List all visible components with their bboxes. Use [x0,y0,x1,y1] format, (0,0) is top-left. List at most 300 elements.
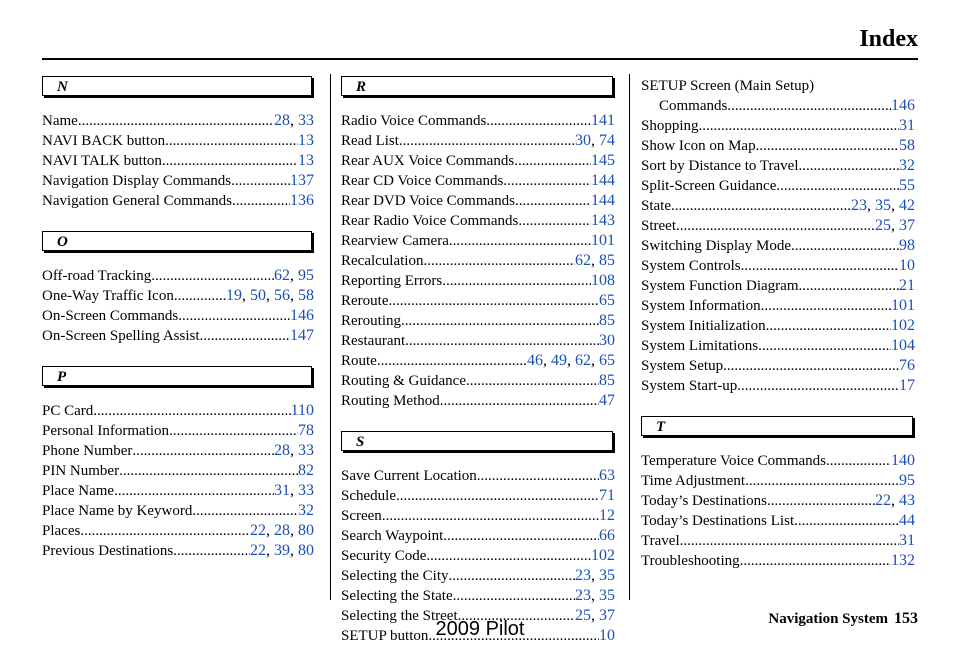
leader-dots [231,171,290,191]
page-refs [899,471,915,491]
leader-dots [486,111,591,131]
entry-name: System Initialization [641,318,766,334]
page-link[interactable]: 13 [298,132,314,149]
watermark: 2009 Pilot [435,618,525,640]
page-link[interactable]: 46 [527,352,543,369]
entry-name: Place Name [42,483,115,499]
index-entry [341,586,615,606]
leader-dots [93,401,290,421]
page-refs: 25, 37 [875,217,915,234]
leader-dots [453,586,575,606]
entry-name: Rear CD Voice Commands [341,173,504,189]
page-link[interactable]: 85 [599,372,615,389]
page-link[interactable]: 145 [591,152,615,169]
page-link[interactable]: 50 [250,287,266,304]
page-refs [891,96,915,116]
page-link[interactable]: 47 [599,392,615,409]
index-entry [42,326,314,346]
page-link[interactable]: 101 [591,232,615,249]
index-section [42,76,314,211]
leader-dots [680,531,899,551]
index-entry [641,531,915,551]
page-refs: 62, 85 [575,252,615,269]
page-link[interactable]: 33 [298,482,314,499]
page-refs [899,276,915,296]
index-entry [641,96,915,116]
leader-dots [671,196,851,216]
index-entry [42,481,314,501]
page-link[interactable]: 80 [298,522,314,539]
page-link[interactable]: 33 [298,112,314,129]
page-link[interactable]: 22 [250,522,266,539]
index-entry [341,486,615,506]
page-link[interactable]: 30 [575,132,591,149]
page-link[interactable]: 65 [599,292,615,309]
page-link[interactable]: 28 [274,442,290,459]
page-refs [290,306,314,326]
leader-dots [80,521,250,541]
leader-dots [466,371,599,391]
index-entry [42,441,314,461]
page-refs [591,271,615,291]
entry-name: Commands [659,98,728,114]
leader-dots [676,216,875,236]
leader-dots [399,131,575,151]
page-link[interactable]: 85 [599,312,615,329]
page-link[interactable]: 43 [899,492,915,509]
page-refs: 22, 43 [875,492,915,509]
page-link[interactable]: 37 [599,607,615,624]
index-entry [341,291,615,311]
leader-dots [761,296,891,316]
index-entry [341,546,615,566]
page-link[interactable]: 10 [899,257,915,274]
index-entry [341,211,615,231]
index-entry [341,131,615,151]
entry-name: Previous Destinations [42,543,174,559]
page-refs [599,486,615,506]
index-entry [42,131,314,151]
index-entry [42,501,314,521]
entry-name: SETUP Screen (Main Setup) [641,78,815,94]
entry-name: Rerouting [341,313,401,329]
page-link[interactable]: 42 [899,197,915,214]
entry-name: Switching Display Mode [641,238,791,254]
page-link[interactable]: 35 [599,567,615,584]
index-entry [42,111,314,131]
entry-name: Radio Voice Commands [341,113,487,129]
entry-name: Navigation General Commands [42,193,232,209]
page-link[interactable]: 140 [891,452,915,469]
index-entry [42,401,314,421]
leader-dots [745,471,899,491]
entry-name: Save Current Location [341,468,477,484]
page-refs [891,316,915,336]
page-link[interactable]: 143 [591,212,615,229]
page-link[interactable]: 49 [551,352,567,369]
page-link[interactable]: 13 [298,152,314,169]
page-link[interactable]: 30 [599,332,615,349]
index-entry [641,491,915,511]
index-entry [641,216,915,236]
entry-name: On-Screen Commands [42,308,179,324]
index-entry [641,451,915,471]
page-link[interactable]: 32 [899,157,915,174]
page-link[interactable]: 22 [250,542,266,559]
index-entry [341,191,615,211]
page-link[interactable]: 23 [575,567,591,584]
leader-dots [78,111,274,131]
index-section [641,416,915,571]
page-refs: 23, 35 [575,587,615,604]
index-section [641,76,915,396]
page-refs [298,151,314,171]
entry-name: Selecting the State [341,588,453,604]
page-refs [290,171,314,191]
page-link[interactable]: 141 [591,112,615,129]
page-link[interactable]: 85 [599,252,615,269]
page-refs: 23, 35, 42 [851,197,915,214]
page-link[interactable]: 28 [274,112,290,129]
index-entry [42,461,314,481]
page-link[interactable]: 17 [899,377,915,394]
page-link[interactable]: 31 [274,482,290,499]
page-link[interactable]: 19 [226,287,242,304]
entry-name: Shopping [641,118,699,134]
index-entry [42,171,314,191]
index-entry [641,176,915,196]
index-entry [341,506,615,526]
entry-name: Today’s Destinations List [641,513,795,529]
page-link[interactable]: 23 [851,197,867,214]
index-column-3 [641,76,915,591]
page-refs [591,111,615,131]
leader-dots [791,236,899,256]
leader-dots [114,481,274,501]
page-number: 153 [894,610,918,627]
index-entry [641,296,915,316]
page-link[interactable]: 144 [591,192,615,209]
leader-dots [174,286,226,306]
index-column-1 [42,76,314,581]
entry-name: Read List [341,133,399,149]
index-entry [641,156,915,176]
page-link[interactable]: 35 [599,587,615,604]
page-link[interactable]: 102 [591,547,615,564]
page-refs: 28, 33 [274,442,314,459]
entry-name: Routing Method [341,393,440,409]
entry-name: Recalculation [341,253,424,269]
page-link[interactable]: 82 [298,462,314,479]
leader-dots [740,551,891,571]
leader-dots [151,266,274,286]
page-refs: 46, 49, 62, 65 [527,352,615,369]
leader-dots [794,511,899,531]
page-refs: 30, 74 [575,132,615,149]
leader-dots [173,541,250,561]
entry-name: Selecting the City [341,568,449,584]
page-link[interactable]: 31 [899,532,915,549]
page-link[interactable]: 132 [891,552,915,569]
entry-name: Reporting Errors [341,273,443,289]
page-link[interactable]: 44 [899,512,915,529]
index-entry [641,376,915,396]
entry-name: PC Card [42,403,94,419]
index-entry [641,356,915,376]
page-link[interactable]: 146 [290,307,314,324]
page-link[interactable]: 56 [274,287,290,304]
entry-name: Route [341,353,377,369]
index-entry [641,196,915,216]
page-link[interactable]: 95 [899,472,915,489]
index-section [341,76,615,411]
page-link[interactable]: 71 [599,487,615,504]
index-entry [42,541,314,561]
leader-dots [200,326,291,346]
leader-dots [503,171,591,191]
page-link[interactable]: 21 [899,277,915,294]
index-entry [641,136,915,156]
leader-dots [477,466,599,486]
page-link[interactable]: 62 [575,252,591,269]
page-link[interactable]: 104 [891,337,915,354]
page-link[interactable]: 37 [899,217,915,234]
page-link[interactable]: 76 [899,357,915,374]
page-refs: 28, 33 [274,112,314,129]
page-link[interactable]: 74 [599,132,615,149]
leader-dots [440,391,599,411]
leader-dots [442,271,591,291]
page-refs [899,136,915,156]
leader-dots [388,291,599,311]
leader-dots [756,136,899,156]
page-link[interactable]: 39 [274,542,290,559]
entry-name: Search Waypoint [341,528,444,544]
page-link[interactable]: 110 [290,402,314,419]
entry-name: One-Way Traffic Icon [42,288,174,304]
section-letter-header: P [42,366,312,386]
index-section [42,231,314,346]
page-link[interactable]: 55 [899,177,915,194]
page-refs: 22, 28, 80 [250,522,314,539]
index-entry [641,76,915,96]
column-divider [330,74,331,600]
index-entry [341,171,615,191]
index-entry [341,271,615,291]
page-link[interactable]: 58 [298,287,314,304]
page-link[interactable]: 65 [599,352,615,369]
page-refs [599,331,615,351]
entry-name: PIN Number [42,463,120,479]
leader-dots [401,311,599,331]
leader-dots [699,116,899,136]
leader-dots [799,156,900,176]
page-refs [298,421,314,441]
page-refs [591,211,615,231]
page-refs [899,511,915,531]
leader-dots [826,451,891,471]
page-refs [591,171,615,191]
index-entry [641,511,915,531]
section-letter-header: O [42,231,312,251]
leader-dots [162,151,298,171]
index-entry [341,151,615,171]
page-link[interactable]: 62 [274,267,290,284]
page-refs [899,376,915,396]
entry-name: Selecting the Street [341,608,458,624]
column-divider [629,74,630,600]
index-entry [341,231,615,251]
entry-name: Personal Information [42,423,170,439]
page-link[interactable]: 22 [875,492,891,509]
page-refs [591,191,615,211]
page-link[interactable]: 137 [290,172,314,189]
entry-name: Sort by Distance to Travel [641,158,799,174]
entry-name: Temperature Voice Commands [641,453,827,469]
index-entry [341,391,615,411]
page-refs [891,296,915,316]
page-refs [591,151,615,171]
page-link[interactable]: 95 [298,267,314,284]
entry-name: Navigation Display Commands [42,173,232,189]
index-entry [641,316,915,336]
page-link[interactable]: 102 [891,317,915,334]
index-entry [42,521,314,541]
page-link[interactable]: 101 [891,297,915,314]
index-entry [341,566,615,586]
leader-dots [396,486,599,506]
entry-name: Routing & Guidance [341,373,466,389]
page-link[interactable]: 23 [575,587,591,604]
page-refs [599,391,615,411]
entry-name: System Function Diagram [641,278,799,294]
index-entry [641,256,915,276]
entry-name: State [641,198,671,214]
index-entry [341,251,615,271]
page-link[interactable]: 98 [899,237,915,254]
page-link[interactable]: 25 [575,607,591,624]
page-link[interactable]: 62 [575,352,591,369]
page-link[interactable]: 146 [891,97,915,114]
page-refs [599,311,615,331]
entry-name: Show Icon on Map [641,138,756,154]
leader-dots [165,131,298,151]
page-link[interactable]: 144 [591,172,615,189]
page-link[interactable]: 32 [298,502,314,519]
entry-name: On-Screen Spelling Assist [42,328,200,344]
entry-name: NAVI BACK button [42,133,166,149]
leader-dots [377,351,527,371]
index-entry [42,421,314,441]
entry-name: Today’s Destinations [641,493,768,509]
index-entry [341,111,615,131]
page-refs [899,116,915,136]
index-entry [42,266,314,286]
page-link[interactable]: 25 [875,217,891,234]
index-entry [641,236,915,256]
entry-name: Schedule [341,488,396,504]
page-link[interactable]: 136 [290,192,314,209]
footer-label: Navigation System [768,611,888,627]
entry-name: Place Name by Keyword [42,503,193,519]
page-link[interactable]: 78 [298,422,314,439]
page-refs [899,531,915,551]
entry-name: Screen [341,508,382,524]
page-link[interactable]: 108 [591,272,615,289]
page-link[interactable]: 33 [298,442,314,459]
page-refs: 31, 33 [274,482,314,499]
entry-name: Rear DVD Voice Commands [341,193,516,209]
page-refs [291,401,314,421]
leader-dots [192,501,298,521]
index-entry [42,151,314,171]
entry-name: Troubleshooting [641,553,740,569]
page-refs [599,506,615,526]
page-link[interactable]: 66 [599,527,615,544]
index-entry [641,276,915,296]
leader-dots [119,461,298,481]
entry-name: Street [641,218,676,234]
page-link[interactable]: 10 [599,627,615,644]
page-refs: 25, 37 [575,607,615,624]
section-letter-header: R [341,76,613,96]
index-entry [641,116,915,136]
leader-dots [449,231,591,251]
leader-dots [767,491,875,511]
section-letter-header: T [641,416,913,436]
index-column-2 [341,76,615,666]
index-entry [341,466,615,486]
page-refs [290,326,314,346]
index-entry [341,526,615,546]
page-title: Index [859,26,918,52]
page-refs [899,176,915,196]
page-link[interactable]: 28 [274,522,290,539]
page-link[interactable]: 12 [599,507,615,524]
leader-dots [426,546,591,566]
index-entry [641,471,915,491]
page-refs [899,256,915,276]
leader-dots [799,276,900,296]
leader-dots [758,336,891,356]
index-entry [641,551,915,571]
page-link[interactable]: 147 [290,327,314,344]
entry-name: Rear AUX Voice Commands [341,153,515,169]
leader-dots [448,566,575,586]
index-entry [341,351,615,371]
page-link[interactable]: 63 [599,467,615,484]
page-refs: 23, 35 [575,567,615,584]
entry-name: Rearview Camera [341,233,449,249]
entry-name: Split-Screen Guidance [641,178,777,194]
index-entry [42,191,314,211]
index-entry [42,286,314,306]
index-entry [42,306,314,326]
page-link[interactable]: 58 [899,137,915,154]
leader-dots [741,256,899,276]
page-refs [599,526,615,546]
entry-name: NAVI TALK button [42,153,162,169]
page-refs [599,466,615,486]
page-link[interactable]: 80 [298,542,314,559]
page-link[interactable]: 35 [875,197,891,214]
entry-name: System Controls [641,258,741,274]
leader-dots [515,191,591,211]
page-link[interactable]: 31 [899,117,915,134]
entry-name: SETUP button [341,628,429,644]
entry-name: System Limitations [641,338,759,354]
leader-dots [405,331,599,351]
